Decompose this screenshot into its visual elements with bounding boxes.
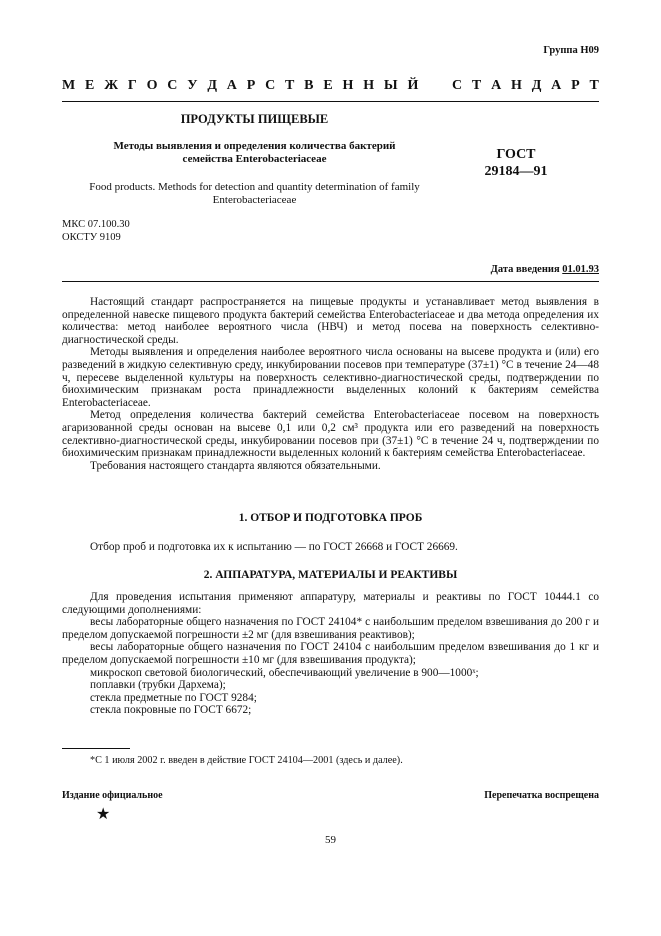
banner-letter: Д [531, 78, 542, 93]
banner-letter: Й [407, 78, 419, 93]
intro-paragraph: Метод определения количества бактерий семейства Enterobacteriaceae посевом на поверхность агаризованной среды основан на высеве 0,1 или 0,2 см³ продукта или его разведений на поверхность селективно-диагностической среды, инкубировании посевов при (37±1) °С в течение 24 ч, подтверждении по биохимическим признакам принадлежности выделенных колоний к бактериям семейства Enterobacteriaceae. [62, 409, 599, 460]
intro-text [62, 296, 599, 472]
banner-letter: С [451, 78, 463, 93]
banner-letter: С [167, 78, 178, 93]
banner-letter: А [551, 78, 562, 93]
banner-letter: Г [127, 78, 137, 93]
banner-letter: Н [511, 78, 522, 93]
banner-letter: У [187, 78, 198, 93]
classification-codes [62, 218, 130, 244]
banner-letter: Е [85, 78, 95, 93]
section-1-text: Отбор проб и подготовка их к испытанию — по ГОСТ 26668 и ГОСТ 26669. [90, 541, 458, 553]
banner-letter: Ы [383, 78, 398, 93]
banner-letter: Т [285, 78, 295, 93]
mks-code: МКС 07.100.30 [62, 219, 130, 230]
footnote-separator [62, 748, 130, 749]
list-item: весы лабораторные общего назначения по ГОСТ 24104 с наибольшим пределом взвешивания до 1 кг и пределом допускаемой погрешности ±10 мг (для взвешивания продукта); [62, 641, 599, 666]
banner-letter: Е [323, 78, 333, 93]
list-item: стекла предметные по ГОСТ 9284; [90, 691, 257, 704]
official-edition-label: Издание официальное [62, 790, 163, 801]
list-item: стекла покровные по ГОСТ 6672; [90, 704, 252, 717]
banner-letter: О [146, 78, 158, 93]
star-icon: ★ [96, 806, 111, 823]
okstu-code: ОКСТУ 9109 [62, 232, 121, 243]
banner-letter [428, 78, 442, 94]
footnote: *С 1 июля 2002 г. введен в действие ГОСТ 24104—2001 (здесь и далее). [90, 755, 403, 766]
banner-letter: Р [571, 78, 580, 93]
date-value: 01.01.93 [562, 264, 599, 275]
banner-letter: Р [246, 78, 256, 93]
banner-letter: Т [471, 78, 482, 93]
section-2-lead: Для проведения испытания применяют аппаратуру, материалы и реактивы по ГОСТ 10444.1 со следующими дополнениями: [62, 591, 599, 616]
section-2-text [62, 591, 599, 717]
section-2-heading: 2. АППАРАТУРА, МАТЕРИАЛЫ И РЕАКТИВЫ [203, 569, 458, 581]
page-number: 59 [325, 834, 336, 846]
banner-letter: А [491, 78, 502, 93]
intro-paragraph: Методы выявления и определения наиболее вероятного числа основаны на высеве продукта и (или) его разведений в жидкую селективную среду, инкубировании посевов при температуре (37±1) °С в течение 24—48 ч, пересеве выделенной культуры на поверхность селективно-диагностической среды, подтверждении по биохимическим признакам роста принадлежности выделенных колоний к бактериям семейства Enterobacteriaceae. [62, 346, 599, 409]
list-item: весы лабораторные общего назначения по ГОСТ 24104* с наибольшим пределом взвешивания до 200 г и пределом допускаемой погрешности ±2 мг (для взвешивания реактивов); [62, 616, 599, 641]
list-item: микроскоп световой биологический, обеспечивающий увеличение в 900—1000ˣ; [90, 666, 479, 679]
banner-letter: Т [589, 78, 599, 93]
document-title: ПРОДУКТЫ ПИЩЕВЫЕ [180, 112, 329, 126]
banner-letter: Н [363, 78, 375, 93]
group-code: Группа Н09 [543, 45, 599, 56]
interstate-standard-banner [62, 78, 599, 94]
date-rule [62, 281, 599, 282]
banner-letter: Н [342, 78, 354, 93]
banner-letter: М [62, 78, 76, 93]
banner-letter: В [304, 78, 314, 93]
list-item: поплавки (трубки Дархема); [90, 679, 226, 692]
intro-paragraph: Настоящий стандарт распространяется на пищевые продукты и устанавливает метод выявления в определенной навеске пищевого продукта бактерий семейства Enterobacteriaceae и два метода определения их количества: метод наиболее вероятного числа (НВЧ) и метод посева на поверхность селективно-диагностической среды. [62, 296, 599, 346]
gost-number: ГОСТ 29184—91 [484, 147, 548, 179]
banner-rule [62, 101, 599, 102]
section-1-heading: 1. ОТБОР И ПОДГОТОВКА ПРОБ [238, 512, 423, 524]
banner-letter: А [226, 78, 237, 93]
introduction-date: Дата введения 01.01.93 [490, 264, 599, 275]
banner-letter: Д [207, 78, 217, 93]
banner-letter: Ж [104, 78, 119, 93]
intro-paragraph: Требования настоящего стандарта являются обязательными. [90, 459, 381, 472]
document-subtitle: Методы выявления и определения количества бактерий семейства Enterobacteriaceae [113, 140, 396, 165]
english-title: Food products. Methods for detection and quantity determination of family Enterobacteriaceae [89, 181, 420, 206]
banner-letter: С [265, 78, 276, 93]
reprint-prohibited-label: Перепечатка воспрещена [484, 790, 599, 801]
